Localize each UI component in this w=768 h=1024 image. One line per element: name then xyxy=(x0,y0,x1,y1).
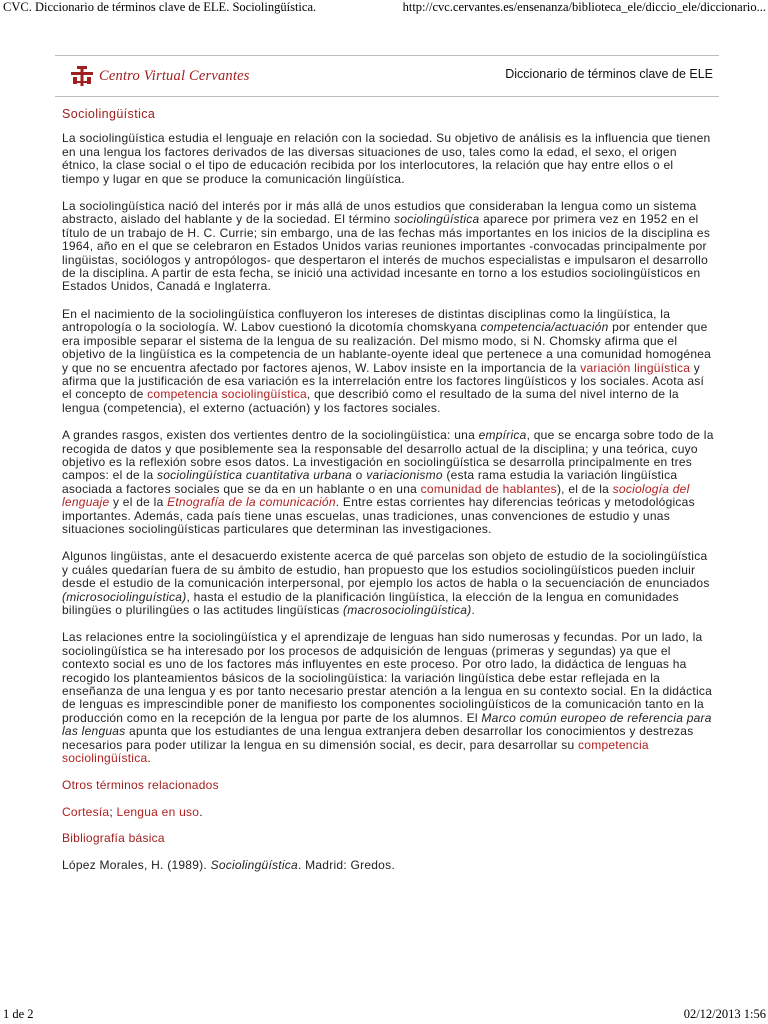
italic-term: (microsociolinguística) xyxy=(62,589,187,604)
print-footer xyxy=(0,1007,768,1024)
print-page-url: http://cvc.cervantes.es/ensenanza/biblioteca_ele/diccio_ele/diccionario... xyxy=(402,0,766,14)
paragraph-6 xyxy=(62,631,714,765)
related-terms-heading: Otros términos relacionados xyxy=(62,778,219,793)
link-cortesia[interactable]: Cortesía xyxy=(62,804,110,819)
article-title: Sociolingüística xyxy=(62,107,156,121)
text-run: apunta que los estudiantes de una lengua extranjera deben desarrollar los conocimientos y destrezas necesarios para poder utilizar la lengua en su dimensión social, es decir, para desarrollar su xyxy=(62,724,694,752)
link-competencia-sociolinguistica-2[interactable]: competencia sociolingüística xyxy=(62,737,649,766)
logo-text: Centro Virtual Cervantes xyxy=(99,67,250,84)
text-run: aparece por primera vez en 1952 en el título de un trabajo de H. C. Currie; sin embargo, una de las fechas más importantes en los inicios de la disciplina es 1964, año en el que se celebraron en Estados Unidos varias reuniones importantes -convocadas principalmente por lingüistas, sociólogos y antropólogos- que despertaron el interés de muchos especialistas e impulsaron el desarrollo de la disciplina. A partir de esta fecha, se inició una actividad incesante en torno a los estudios sociolingüísticos en Estados Unidos, Canadá e Inglaterra. xyxy=(62,212,711,294)
text-run: López Morales, H. (1989). xyxy=(62,857,211,872)
related-terms-list xyxy=(62,806,714,819)
bibliography-entry xyxy=(62,859,714,872)
text-run: o xyxy=(352,468,367,483)
site-banner xyxy=(55,55,719,97)
link-text: sociología del lenguaje xyxy=(62,481,690,510)
text-run: Las relaciones entre la sociolingüística y el aprendizaje de lenguas han sido numerosas y fecundas. Por un lado, la sociolingüística se ha interesado por los procesos de adquisición de lenguas (primeras y segundas) ya que el contexto social es uno de los factores más influyentes en este proceso. Por otro lado, la didáctica de lenguas ha recogido los planteamientos básicos de la sociolingüística: la variación lingüística debe estar reflejada en la enseñanza de una lengua y es por tanto necesario prestar atención a la lengua en su contexto social. En la didáctica de lenguas es imprescindible poner de manifiesto los componentes sociolingüísticos de la comunicación tanto en la producción como en la recepción de la lengua por parte de los alumnos. El xyxy=(62,630,713,725)
text-run: . xyxy=(147,751,151,766)
text-run: La sociolingüística nació del interés por ir más allá de unos estudios que consideraban la lengua como un sistema abstracto, aislado del hablante y de la sociedad. El término xyxy=(62,199,697,227)
bibliography-heading: Bibliografía básica xyxy=(62,831,165,846)
italic-term: sociolingüística xyxy=(394,212,480,227)
paragraph-4 xyxy=(62,429,714,536)
italic-term: empírica xyxy=(478,428,527,443)
link-competencia-sociolinguistica[interactable]: competencia sociolingüística xyxy=(147,387,307,402)
text-run: ), el de la xyxy=(556,481,613,496)
paragraph-3 xyxy=(62,308,714,415)
text-run: por entender que era imposible separar el sistema de la lengua de su realización. Del mismo modo, si N. Chomsky afirma que el objetivo de la lingüística es la competencia de un hablante-oyente ideal que pertenece a una comunidad homogénea y que no se encuentra afectado por factores ajenos, W. Labov insiste en la importancia de la xyxy=(62,320,712,375)
cervantes-emblem-icon xyxy=(71,66,93,86)
italic-term: variacionismo xyxy=(366,468,443,483)
text-run: (esta rama estudia la variación lingüística asociada a factores sociales que se da en un hablante o en una xyxy=(62,468,678,496)
italic-term: competencia/actuación xyxy=(480,320,609,335)
book-title: Sociolingüística xyxy=(210,857,298,872)
paragraph-2 xyxy=(62,200,714,294)
cvc-logo[interactable] xyxy=(71,64,250,88)
page-number: 1 de 2 xyxy=(3,1007,34,1021)
link-etnografia-de-la-comunicacion[interactable] xyxy=(167,495,336,509)
text-run: , que describió como el resultado de la suma del nivel interno de la lengua (competencia), el externo (actuación) y los factores sociales. xyxy=(62,387,679,415)
text-run: . xyxy=(471,603,476,617)
paragraph-1: La sociolingüística estudia el lenguaje en relación con la sociedad. Su objetivo de análisis es la influencia que tienen en una lengua los factores derivados de las diversas situaciones de uso, tales como la edad, el sexo, el origen étnico, la clase social o el tipo de educación recibida por los interlocutores, la relación que hay entre ellos o el tiempo y lugar en que se produce la comunicación lingüística. xyxy=(62,131,711,186)
italic-term: (macrosociolingüística) xyxy=(343,603,472,617)
link-comunidad-de-hablantes[interactable]: comunidad de hablantes xyxy=(420,481,557,496)
link-lengua-en-uso[interactable]: Lengua en uso xyxy=(116,804,200,819)
separator: ; xyxy=(109,804,117,819)
text-run: . Madrid: Gredos. xyxy=(297,857,395,872)
print-page-title: CVC. Diccionario de términos clave de ELE. Sociolingüística. xyxy=(3,0,317,14)
text-run: , que se encarga sobre todo de la recogida de datos y que posiblemente sea la responsable del desarrollo actual de la disciplina; y una teórica, cuyo objetivo es la reflexión sobre esos datos. La investigación en sociolingüística se desarrolla principalmente en tres campos: el de la xyxy=(62,428,714,483)
text-run: En el nacimiento de la sociolingüística confluyeron los intereses de distintas disciplinas como la lingüística, la antropología o la sociología. W. Labov cuestionó la dicotomía chomskyana xyxy=(62,306,671,335)
separator: . xyxy=(199,804,203,819)
text-run: Algunos lingüistas, ante el desacuerdo existente acerca de qué parcelas son objeto de estudio de la sociolingüística y cuáles quedarían fuera de su ámbito de estudio, han propuesto que los estudios sociolingüísticos pueden incluir desde el estudio de la comunicación interpersonal, por ejemplo los actos de habla o la secuenciación de enunciados xyxy=(62,549,710,591)
text-run: A grandes rasgos, existen dos vertientes dentro de la sociolingüística: una xyxy=(62,428,479,443)
print-header xyxy=(0,0,768,18)
text-run: y el de la xyxy=(109,495,168,510)
link-variacion-linguistica[interactable]: variación lingüística xyxy=(580,360,691,375)
text-run: y afirma que la justificación de esa variación es la interrelación entre los factores lingüísticos y los sociales. Acota así el concepto de xyxy=(62,360,705,402)
dictionary-title: Diccionario de términos clave de ELE xyxy=(505,67,713,81)
italic-term: sociolingüística cuantitativa urbana xyxy=(156,468,353,483)
article-content xyxy=(62,108,714,885)
italic-term: Marco común europeo de referencia para las lenguas xyxy=(62,710,712,739)
text-run: . Entre estas corrientes hay diferencias teóricas y metodológicas importantes. Además, cada país tiene unas escuelas, unas tradiciones, unas convenciones de estudio y unas situaciones sociolingüísticas particulares que determinan las investigaciones. xyxy=(62,495,695,536)
paragraph-5 xyxy=(62,550,714,617)
text-run: , hasta el estudio de la planificación lingüística, la elección de la lengua en comunidades bilingües o plurilingües o las actitudes lingüísticas xyxy=(62,589,679,617)
link-text: Etnografía de la comunicación xyxy=(167,495,336,510)
print-datetime: 02/12/2013 1:56 xyxy=(683,1007,766,1021)
